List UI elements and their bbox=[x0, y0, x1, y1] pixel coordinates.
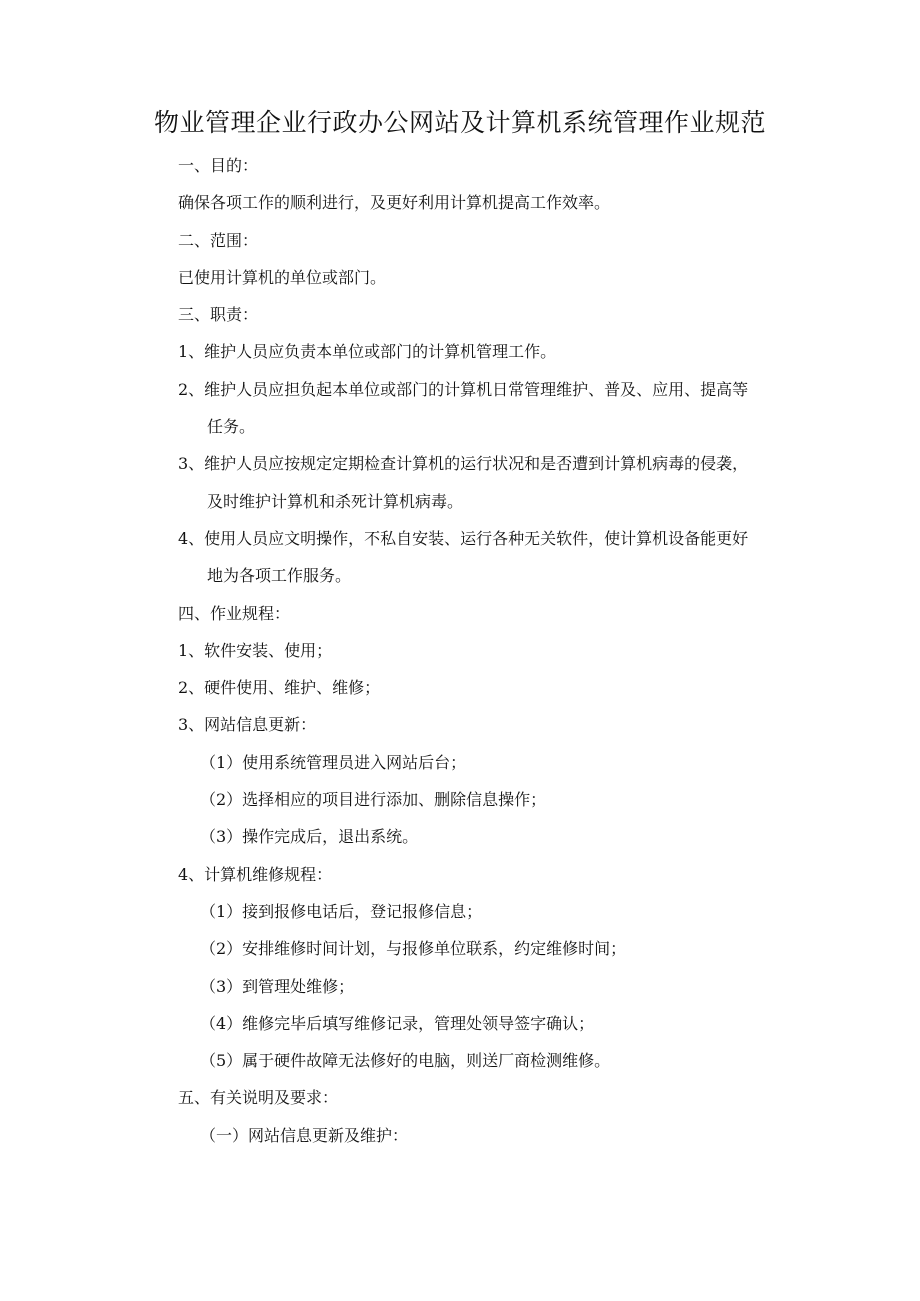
list-item-procedure-1: 1、软件安装、使用； bbox=[178, 640, 333, 660]
section-heading-purpose: 一、目的： bbox=[178, 156, 259, 175]
section-heading-responsibilities: 三、职责： bbox=[178, 305, 259, 325]
sub-item-website-update-3: （3）操作完成后，退出系统。 bbox=[200, 827, 419, 847]
sub-item-website-update-2: （2）选择相应的项目进行添加、删除信息操作； bbox=[200, 790, 547, 810]
section-heading-procedures: 四、作业规程： bbox=[178, 603, 291, 623]
sub-heading-website-maintenance: （一）网站信息更新及维护： bbox=[200, 1125, 409, 1145]
sub-item-repair-4: （4）维修完毕后填写维修记录，管理处领导签字确认； bbox=[200, 1013, 595, 1033]
list-item-responsibility-2-line-1: 2、维护人员应担负起本单位或部门的计算机日常管理维护、普及、应用、提高等 bbox=[178, 379, 749, 399]
sub-item-repair-2: （2）安排维修时间计划，与报修单位联系，约定维修时间； bbox=[200, 939, 627, 959]
list-item-responsibility-3-line-1: 3、维护人员应按规定定期检查计算机的运行状况和是否遭到计算机病毒的侵袭， bbox=[178, 454, 749, 474]
document-body bbox=[178, 147, 798, 1154]
list-item-procedure-3: 3、网站信息更新： bbox=[178, 715, 317, 735]
sub-item-repair-5: （5）属于硬件故障无法修好的电脑，则送厂商检测维修。 bbox=[200, 1051, 611, 1071]
sub-item-website-update-1: （1）使用系统管理员进入网站后台； bbox=[200, 752, 467, 772]
list-item-responsibility-1: 1、维护人员应负责本单位或部门的计算机管理工作。 bbox=[178, 342, 557, 362]
list-item-procedure-2: 2、硬件使用、维护、维修； bbox=[178, 678, 381, 698]
list-item-responsibility-2-line-2: 任务。 bbox=[207, 417, 256, 437]
section-heading-scope: 二、范围： bbox=[178, 230, 259, 250]
document-title: 物业管理企业行政办公网站及计算机系统管理作业规范 bbox=[153, 108, 766, 137]
paragraph-scope: 已使用计算机的单位或部门。 bbox=[178, 267, 387, 287]
list-item-responsibility-4-line-1: 4、使用人员应文明操作，不私自安装、运行各种无关软件，使计算机设备能更好 bbox=[178, 528, 749, 548]
list-item-responsibility-4-line-2: 地为各项工作服务。 bbox=[207, 566, 352, 586]
sub-item-repair-1: （1）接到报修电话后，登记报修信息； bbox=[200, 901, 483, 921]
paragraph-purpose: 确保各项工作的顺利进行，及更好利用计算机提高工作效率。 bbox=[178, 193, 611, 213]
sub-item-repair-3: （3）到管理处维修； bbox=[200, 976, 355, 996]
list-item-responsibility-3-line-2: 及时维护计算机和杀死计算机病毒。 bbox=[207, 491, 464, 511]
section-heading-notes: 五、有关说明及要求： bbox=[178, 1088, 339, 1108]
list-item-procedure-4: 4、计算机维修规程： bbox=[178, 864, 333, 884]
